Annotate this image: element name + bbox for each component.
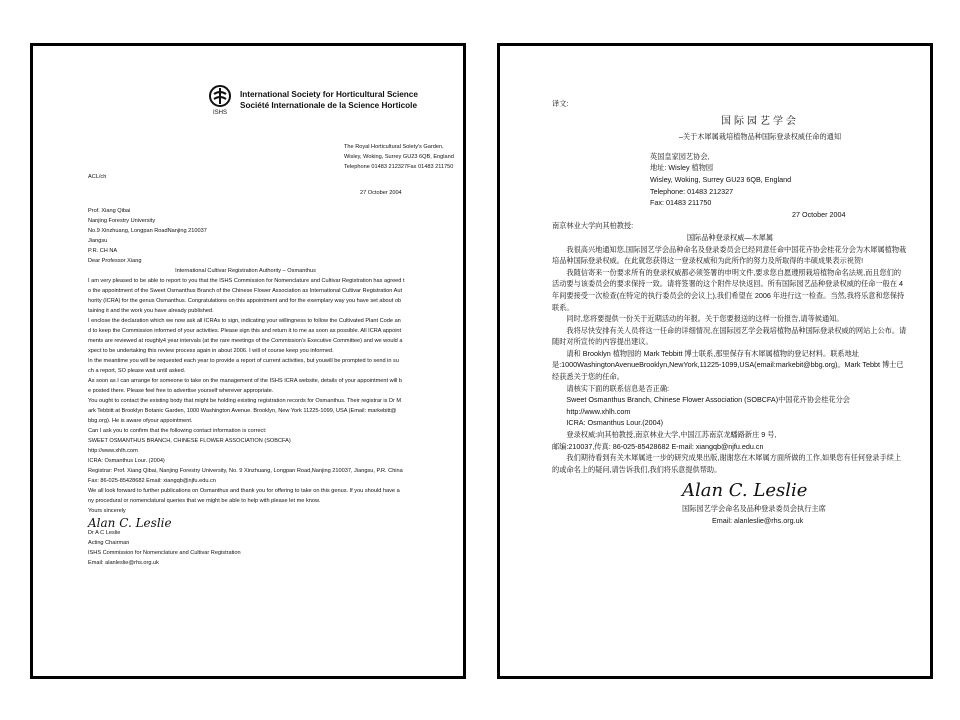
body-line: hority (ICRA) for the genus Osmanthus. Congratulations on this appointment and for the exemplary way you have set about ob bbox=[88, 298, 402, 304]
letter-date: 27 October 2004 bbox=[360, 190, 402, 196]
address-line: The Royal Horticultural Solety's Garden, bbox=[344, 144, 444, 150]
body-line: e posted there. Please feel free to advertise yourself wherever appropriate. bbox=[88, 388, 274, 394]
body-line: xpect to be undertaking this review process again in about 2006. I will of course keep you informed. bbox=[88, 348, 334, 354]
letter-body bbox=[88, 276, 463, 516]
body-line: Registrar: Prof. Xiang Qibai, Nanjing Forestry University, No. 9 Xinzhuang, Longpan Road,Nanjing 210037, Jiangsu, P.R. China bbox=[88, 468, 403, 474]
address-line: 地址: Wisley 植物园 bbox=[650, 163, 714, 173]
letter-body-cn bbox=[552, 244, 908, 395]
english-letter-page bbox=[30, 43, 466, 679]
body-paragraph: 我很高兴地通知您,国际园艺学会品种命名及登录委员会已经同意任命中国花卉协会桂花分会为木犀属植物栽培品种国际登录权威。在此就您获得这一登录权威和为此所作的努力及所取得的丰硕成果表示祝贺! bbox=[552, 244, 907, 266]
body-line: Can I ask you to confirm that the following contact information is correct: bbox=[88, 428, 267, 434]
address-line: Telephone: 01483 212327 bbox=[650, 186, 734, 196]
body-paragraph: 我随信寄来一份要求所有的登录权威都必须签署的申明文件,要求您自愿遵照栽培植物命名法规,而且您们的活动要与该委员会的要求保持一致。请将签署的这个附件尽快返回。所有国际园艺品种登录权威的任命一般在 4 年间要接受一次检查(在特定的执行委员会的会议上),我们希望在 2006 年进行这一检查。当然,我将乐意和您保持联系。 bbox=[552, 267, 905, 312]
body-line: As soon as I can arrange for someone to take on the management of the ISHS ICRA website, details of your appointment will b bbox=[88, 378, 403, 384]
closing-block bbox=[88, 528, 463, 568]
body-line: ments are reviewed at roughly4 year intervals (at the rare meetings of the Commission's Executive Committee) and we would a bbox=[88, 338, 403, 344]
recipient-line: Jiangsu bbox=[88, 238, 108, 244]
recipient-line: P.R. CH NA bbox=[88, 248, 118, 254]
closing-line: Dr A C Leslie bbox=[88, 530, 121, 536]
translation-title: 国际园艺学会 bbox=[721, 115, 799, 127]
body-line: http://www.xhlh.com bbox=[88, 448, 138, 454]
body-line: ark Tebbitt at Brooklyn Botanic Garden, 1000 Washington Avenue. Brooklyn, New York 11225-1099, USA (Email: markebitt@ bbox=[88, 408, 397, 414]
signatory-email-cn: Email: alanleslie@rhs.org.uk bbox=[712, 516, 804, 525]
contact-line: http://www.xhlh.com bbox=[566, 406, 631, 416]
closing-line: Email: alanleslie@rhs.org.uk bbox=[88, 560, 159, 566]
letter-date-cn: 27 October 2004 bbox=[792, 209, 846, 219]
society-name-en: International Society for Horticultural Science bbox=[240, 90, 418, 99]
signatory-title-cn: 国际园艺学会命名及品种登录委员会执行主席 bbox=[682, 504, 826, 514]
letter-subject: International Cultivar Registration Authority – Osmanthus bbox=[175, 268, 316, 274]
body-line: I am very pleased to be able to report to you that the ISHS Commission for Nomenclature and Cultivar Registration has agreed t bbox=[88, 278, 405, 284]
contact-line: 登录权威:向其柏教授,南京林业大学,中国江苏南京龙蟠路新庄 9 号, bbox=[566, 430, 777, 440]
reference: ACL/ch bbox=[88, 174, 107, 180]
body-line: ch a report, SO please wait until asked. bbox=[88, 368, 186, 374]
body-paragraph: 我将尽快安排有关人员将这一任命的详细情况,在国际园艺学会栽培植物品种国际登录权威的网站上公布。请随时对所宣传的内容提出建议。 bbox=[552, 325, 907, 347]
body-line: taining it and the work you have already published. bbox=[88, 308, 214, 314]
address-line: Wisley, Woking, Surrey GU23 6QB, England bbox=[650, 174, 792, 184]
address-line: Telephone 01483 212327Fax 01483 211750 bbox=[344, 164, 454, 170]
body-paragraph: 请核实下面的联系信息是否正确: bbox=[566, 383, 670, 393]
body-paragraph: 同时,您将要提供一份关于近期活动的年报。关于您要报送的这样一份报告,请等候通知。 bbox=[566, 314, 844, 324]
ishs-logo-icon bbox=[206, 84, 234, 116]
chinese-letter-content bbox=[552, 98, 908, 676]
body-line: Yours sincerely bbox=[88, 508, 126, 514]
body-line: In the meantime you will be requested each year to provide a report of current activities, but youwill be prompted to send in su bbox=[88, 358, 399, 364]
translation-subtitle: –关于木犀属栽培植物品种国际登录权威任命的通知 bbox=[678, 132, 842, 142]
sender-address-cn bbox=[650, 151, 908, 209]
address-line: Wisley, Woking, Surrey GU23 6QB, England bbox=[344, 154, 454, 160]
sender-address bbox=[344, 142, 463, 172]
address-line: 英国皇家园艺协会, bbox=[650, 151, 710, 161]
body-line: Fax: 86-025-85428682 Email: xiangqb@njfu.edu.cn bbox=[88, 478, 216, 484]
signature-en: Alan C. Leslie bbox=[88, 516, 172, 530]
final-paragraph: 我们期待看到有关木犀属进一步的研究成果出版,谢谢您在木犀属方面所做的工作,如果您有任何登录手续上的或命名上的疑问,请告诉我们,我们将乐意提供帮助。 bbox=[552, 453, 902, 474]
salutation: Dear Professor Xiang bbox=[88, 258, 142, 264]
body-line: ICRA: Osmanthus Lour. (2004) bbox=[88, 458, 165, 464]
translation-label: 译文: bbox=[552, 99, 569, 108]
recipient-line: Prof. Xiang Qibai bbox=[88, 208, 131, 214]
letterhead bbox=[206, 84, 463, 116]
body-line: We all look forward to further publications on Osmanthus and thank you for offering to take on this genus. If you should have a bbox=[88, 488, 400, 494]
closing-line: Acting Chairman bbox=[88, 540, 130, 546]
body-line: bbg.org). He is aware ofyour appointment. bbox=[88, 418, 193, 424]
english-letter-content bbox=[88, 84, 463, 676]
contact-line: 邮编:210037,传真: 86-025-85428682 E-mail: xiangqb@njfu.edu.cn bbox=[552, 441, 764, 451]
society-name-fr: Société Internationale de la Science Horticole bbox=[240, 101, 417, 110]
recipient-line: No.9 Xinzhuang, Longpan RoadNanjing 210037 bbox=[88, 228, 207, 234]
body-line: ny procedural or nomenclatural queries that we might be able to help with please let me know. bbox=[88, 498, 321, 504]
body-line: You ought to contact the existing body that might be holding existing registration records for Osmanthus. Their registrar is Dr M bbox=[88, 398, 402, 404]
letter-subject-cn: 国际品种登录权威—木犀属 bbox=[686, 232, 774, 242]
contact-line: ICRA: Osmanthus Lour.(2004) bbox=[566, 418, 664, 428]
body-line: o the appointment of the Sweet Osmanthus Branch of the Chinese Flower Association as International Cultivar Registration Aut bbox=[88, 288, 403, 294]
contact-block-cn bbox=[566, 394, 908, 440]
recipient-line: Nanjing Forestry University bbox=[88, 218, 156, 224]
signature-cn: Alan C. Leslie bbox=[682, 480, 808, 502]
body-paragraph: 请和 Brooklyn 植物园的 Mark Tebbitt 博士联系,那里保存有木犀属植物的登记材料。联系地址是:1000WashingtonAvenueBrooklyn,NewYork,11225-1099,USA(email:markebit@bbg.org)。Mark Tebbt 博士已经获悉关于您的任命。 bbox=[552, 348, 904, 382]
chinese-translation-page bbox=[497, 43, 933, 679]
body-line: I enclose the declaration which we now ask all ICRAs to sign, indicating your willingness to follow the Cultivated Plant Code an bbox=[88, 318, 401, 324]
salutation-cn: 南京林业大学向其柏教授: bbox=[552, 221, 634, 231]
logo-text: ISHS bbox=[212, 110, 228, 116]
address-line: Fax: 01483 211750 bbox=[650, 198, 712, 208]
body-line: SWEET OSMANTHUS BRANCH, CHINESE FLOWER ASSOCIATION (SOBCFA) bbox=[88, 438, 291, 444]
contact-line: Sweet Osmanthus Branch, Chinese Flower Association (SOBCFA)中国花卉协会桂花分会 bbox=[566, 395, 850, 405]
body-line: d to keep the Commission informed of your activities. Please sign this and return it to me as soon as possible. All ICRA appoint bbox=[88, 328, 402, 334]
closing-line: ISHS Commission for Nomenclature and Cultivar Registration bbox=[88, 550, 241, 556]
recipient-block bbox=[88, 206, 463, 256]
